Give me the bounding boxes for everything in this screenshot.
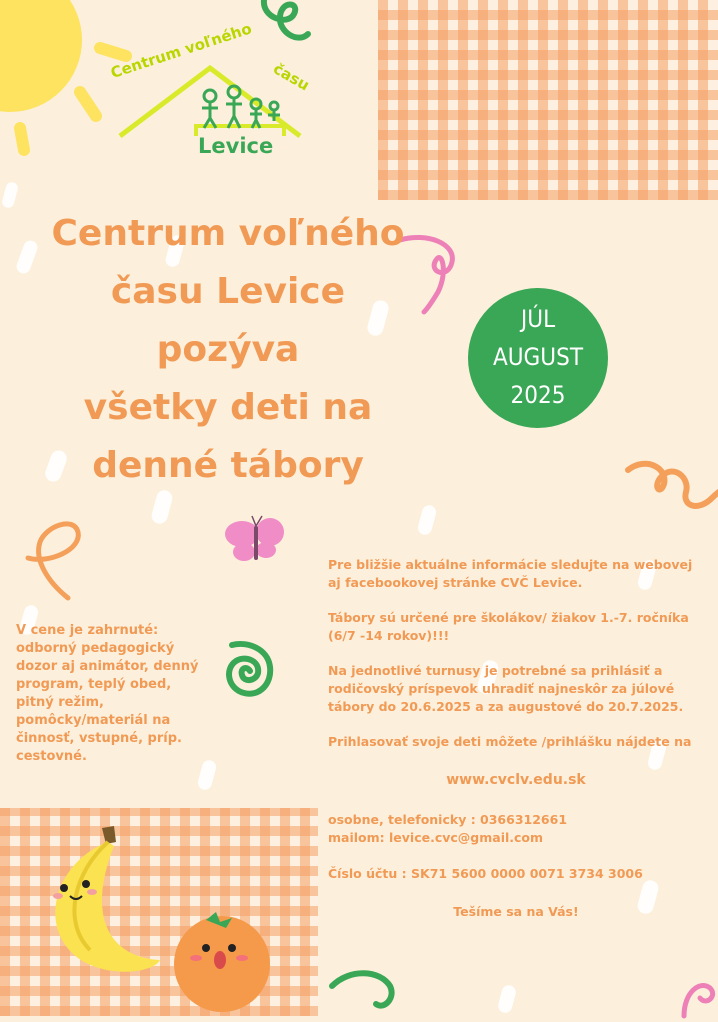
info-paragraph-age: Tábory sú určené pre školákov/ žiakov 1.-7. ročníka (6/7 -14 rokov)!!! bbox=[328, 610, 689, 643]
included-line: program, teplý obed, bbox=[16, 677, 172, 692]
bank-account: Číslo účtu : SK71 5600 0000 0071 3734 3006 bbox=[328, 866, 643, 881]
mail-label: mailom: bbox=[328, 830, 385, 845]
butterfly-icon bbox=[222, 514, 292, 564]
email-link[interactable]: levice.cvc@gmail.com bbox=[389, 830, 544, 845]
logo bbox=[108, 19, 320, 166]
phone-text: osobne, telefonicky : 0366312661 bbox=[328, 812, 568, 827]
logo-text-line2: času bbox=[270, 59, 313, 95]
logo-text-line3: Levice bbox=[198, 134, 274, 158]
pink-squiggle-bottom bbox=[680, 972, 718, 1022]
logo-text-line1: Centrum voľného bbox=[108, 19, 254, 82]
included-text bbox=[16, 622, 216, 766]
badge-year: 2025 bbox=[510, 381, 566, 409]
orange-fruit-icon bbox=[170, 906, 280, 1016]
headline bbox=[28, 205, 428, 495]
green-spiral bbox=[212, 635, 282, 705]
headline-line1: Centrum voľného bbox=[51, 213, 405, 254]
badge-month-2: AUGUST bbox=[492, 343, 583, 371]
date-badge bbox=[468, 288, 608, 428]
headline-line4: všetky deti na bbox=[83, 387, 373, 428]
info-paragraph-signup: Prihlasovať svoje deti môžete /prihlášku nájdete na bbox=[328, 734, 692, 749]
closing-text: Tešíme sa na Vás! bbox=[453, 904, 579, 919]
green-squiggle-bottom bbox=[330, 960, 400, 1020]
contact-block bbox=[328, 811, 704, 847]
included-line: cestovné. bbox=[16, 749, 87, 764]
orange-squiggle-left bbox=[18, 520, 98, 600]
website-link[interactable]: www.cvclv.edu.sk bbox=[446, 772, 586, 788]
included-line: dozor aj animátor, denný bbox=[16, 659, 199, 674]
included-line: V cene je zahrnuté: bbox=[16, 623, 159, 638]
info-paragraph-deadline: Na jednotlivé turnusy je potrebné sa prihlásiť a rodičovský príspevok uhradiť najneskôr za júlové tábory do 20.6.2025 a za augustové do 20.7.2025. bbox=[328, 663, 684, 714]
included-line: odborný pedagogický bbox=[16, 641, 175, 656]
included-line: pitný režim, bbox=[16, 695, 104, 710]
included-line: činnosť, vstupné, príp. bbox=[16, 731, 182, 746]
info-text bbox=[328, 556, 704, 938]
info-paragraph-web: Pre bližšie aktuálne informácie sledujte na webovej aj facebookovej stránke CVČ Levice. bbox=[328, 557, 693, 590]
headline-line5: denné tábory bbox=[92, 445, 364, 486]
headline-line3: pozýva bbox=[156, 329, 300, 370]
included-line: pomôcky/materiál na bbox=[16, 713, 171, 728]
headline-line2: času Levice bbox=[110, 271, 346, 312]
badge-month-1: JÚL bbox=[520, 305, 556, 333]
banana-icon bbox=[34, 822, 164, 972]
orange-squiggle-right bbox=[628, 456, 718, 516]
